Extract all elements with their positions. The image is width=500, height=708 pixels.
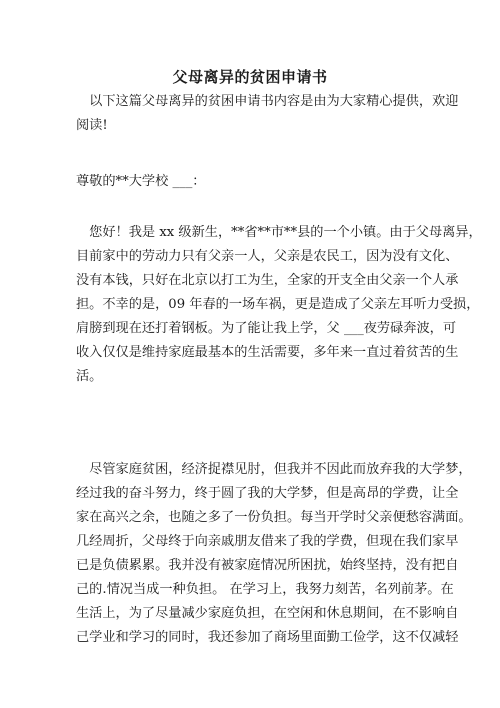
paragraph1-line-6: 收入仅仅是维持家庭最基本的生活需要，多年来一直过着贫苦的生 — [76, 345, 459, 360]
paragraph2-line-8: 己学业和学习的同时，我还参加了商场里面勤工俭学，这不仅减轻 — [76, 630, 459, 645]
paragraph2-line-4: 几经周折，父母终于向亲戚朋友借来了我的学费，但现在我们家早 — [76, 534, 459, 549]
intro-line-2: 阅读! — [76, 118, 108, 133]
paragraph2-line-6: 己的.情况当成一种负担。 在学习上，我努力刻苦，名列前茅。在 — [76, 582, 454, 597]
paragraph2-line-2: 经过我的奋斗努力，终于圆了我的大学梦，但是高昂的学费，让全 — [76, 486, 459, 501]
paragraph1-line-2: 目前家中的劳动力只有父亲一人，父亲是农民工，因为没有文化、 — [76, 249, 459, 264]
paragraph1-line-1: 您好！我是 xx 级新生，**省**市**县的一个小镇。由于父母离异， — [76, 225, 482, 240]
paragraph1-line-4: 担。不幸的是，09 年春的一场车祸，更是造成了父亲左耳听力受损， — [76, 297, 480, 312]
paragraph1-line-3: 没有本钱，只好在北京以打工为生，全家的开支全由父亲一个人承 — [76, 273, 459, 288]
paragraph2-line-1: 尽管家庭贫困，经济捉襟见肘，但我并不因此而放弃我的大学梦， — [76, 462, 472, 477]
paragraph1-line-5: 肩膀到现在还打着钢板。为了能让我上学，父 ___夜劳碌奔波，可 — [76, 321, 457, 336]
paragraph2-line-5: 已是负债累累。我并没有被家庭情况所困扰，始终坚持，没有把自 — [76, 558, 459, 573]
paragraph2-line-3: 家在高兴之余，也随之多了一份负担。每当开学时父亲便愁容满面。 — [76, 510, 472, 525]
paragraph1-line-7: 活。 — [76, 369, 103, 384]
paragraph2-line-7: 生活上，为了尽量减少家庭负担，在空闲和休息期间，在不影响自 — [76, 606, 459, 621]
intro-line-1: 以下这篇父母离异的贫困申请书内容是由为大家精心提供，欢迎 — [76, 94, 459, 109]
document-title: 父母离异的贫困申请书 — [172, 68, 328, 86]
salutation: 尊敬的**大学校 ___： — [76, 174, 206, 189]
